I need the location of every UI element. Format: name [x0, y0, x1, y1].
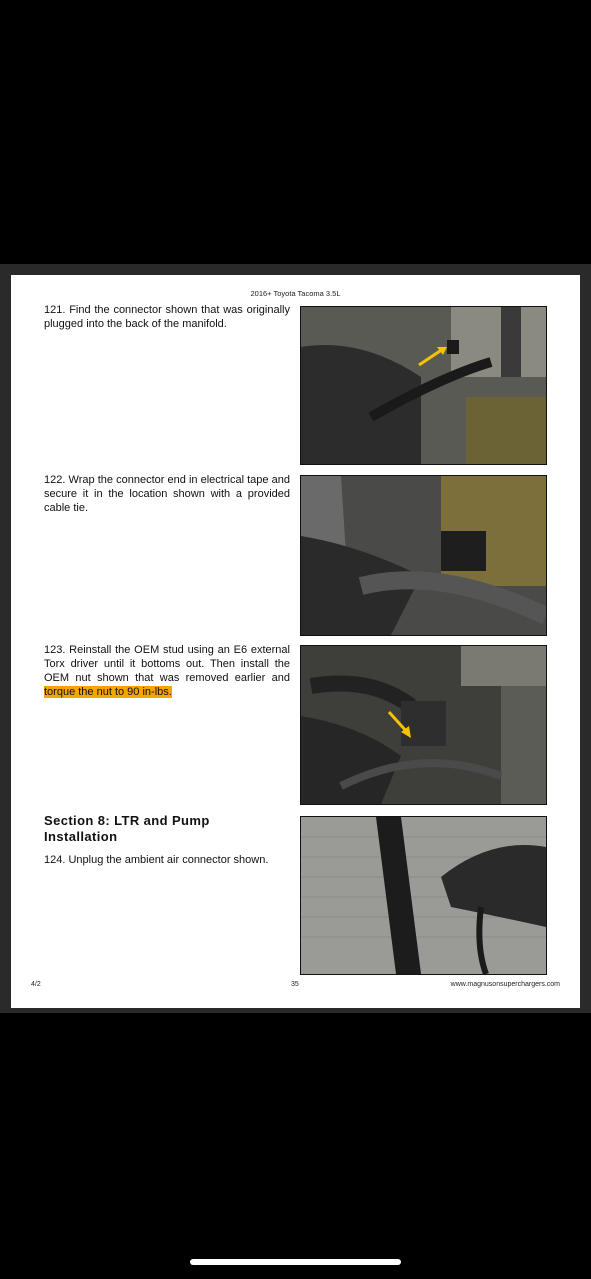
document-page	[11, 275, 580, 1008]
step-123-text-plain: 123. Reinstall the OEM stud using an E6 external Torx driver until it bottoms out. Then install the OEM nut shown that was removed earlier and	[44, 644, 290, 684]
footer-website: www.magnusonsuperchargers.com	[450, 981, 560, 988]
step-121-text: 121. Find the connector shown that was originally plugged into the back of the manifold.	[44, 304, 290, 330]
section-heading: Section 8: LTR and Pump Installation	[44, 813, 210, 844]
step-121-photo	[300, 306, 547, 465]
step-123-text	[44, 643, 290, 699]
footer-left-label: 4/2	[31, 981, 41, 988]
page-number: 35	[291, 981, 299, 988]
step-122-photo	[300, 475, 547, 636]
step-124-text: 124. Unplug the ambient air connector shown.	[44, 854, 269, 866]
step-122-text: 122. Wrap the connector end in electrical tape and secure it in the location shown with a provided cable tie.	[44, 474, 290, 514]
page-header: 2016+ Toyota Tacoma 3.5L	[250, 289, 341, 298]
step-124-photo	[300, 816, 547, 975]
step-123-photo	[300, 645, 547, 805]
home-indicator[interactable]	[190, 1259, 401, 1265]
step-123-torque-highlight: torque the nut to 90 in-lbs.	[44, 686, 172, 698]
